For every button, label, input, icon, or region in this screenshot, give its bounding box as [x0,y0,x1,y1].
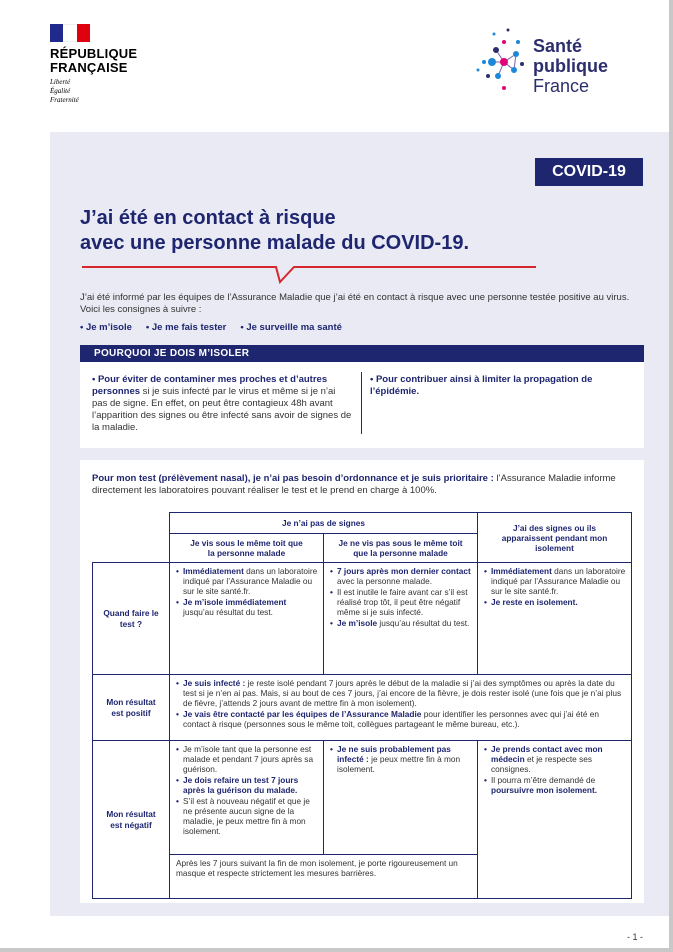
bullet-isolate: • Je m’isole [80,322,132,333]
cell-when-not-same-home: • 7 jours après mon dernier contact avec la personne malade. • Il est inutile le faire avant car s’il est réalisé trop tôt, il peut être négatif même si je suis infecté. • Je m’isole jusqu’au résultat du test. [324,563,478,675]
row-when-test: Quand faire le test ? [93,563,170,675]
header-signs: J’ai des signes ou ils apparaissent pendant mon isolement [478,513,632,563]
cell-after-isolation: Après les 7 jours suivant la fin de mon isolement, je porte rigoureusement un masque et respecte strictement les mesures barrières. [170,855,478,899]
cell-negative-same-home: • Je m’isole tant que la personne est malade et pendant 7 jours après sa guérison. • Je dois refaire un test 7 jours après la guérison du malade. • S’il est à nouveau négatif et que je ne présente aucun signe de la maladie, je peux mettre fin à mon isolement. [170,741,324,855]
row-positive: Mon résultat est positif [93,675,170,741]
republique-francaise-title: RÉPUBLIQUE FRANÇAISE [50,46,138,75]
isolation-reason-1: • Pour éviter de contaminer mes proches et d’autres personnes si je suis infecté par le virus et même si je n’ai pas de signe. En effet, on peut être contagieux 48h avant l’apparition des signes ou être infecté sans avoir de signes de la maladie. [92,374,352,433]
bullet-monitor: • Je surveille ma santé [240,322,342,333]
republic-motto: Liberté Égalité Fraternité [50,78,79,104]
page-number: - 1 - [627,932,644,942]
header-no-signs: Je n’ai pas de signes [170,513,478,534]
page-edge-bottom [0,948,673,952]
intro-text: J’ai été informé par les équipes de l’Assurance Maladie que j’ai été en contact à risque avec une personne testée positive au virus. Voici les consignes à suivre : [80,292,630,315]
test-table [92,512,632,899]
page-edge-right [669,0,673,952]
bullet-test: • Je me fais tester [146,322,226,333]
sante-publique-france-logo [474,26,634,106]
speech-underline-icon [80,262,540,286]
cell-positive: • Je suis infecté : je reste isolé pendant 7 jours après le début de la maladie si j’ai des symptômes ou après la date du test si je n’en ai pas. Mais, si au bout de ces 7 jours, j’ai encore de la fièvre, je dois rester isolé (une fois que je n’ai plus de fièvre, j’attends 2 jours avant de mettre fin à mon isolement). • Je vais être contacté par les équipes de l’Assurance Maladie pour identifier les personnes avec qui j’ai été en contact à risque (personnes sous le même toit, collègues partageant le même bureau, etc.). [170,675,632,741]
cell-negative-not-same-home: • Je ne suis probablement pas infecté : je peux mettre fin à mon isolement. [324,741,478,855]
sante-publique-france-wordmark: Santé publique France [533,36,608,96]
french-flag-icon [50,24,90,42]
covid-badge: COVID-19 [535,158,643,186]
page-title: J’ai été en contact à risque avec une personne malade du COVID-19. [80,207,470,254]
cell-when-signs: • Immédiatement dans un laboratoire indiqué par l’Assurance Maladie ou sur le site santé.fr. • Je reste en isolement. [478,563,632,675]
header-same-home: Je vis sous le même toit que la personne malade [170,534,324,563]
network-dots-icon [474,26,530,106]
isolation-heading: POURQUOI JE DOIS M’ISOLER [80,345,644,362]
header-not-same-home: Je ne vis pas sous le même toit que la personne malade [324,534,478,563]
row-negative: Mon résultat est négatif [93,741,170,899]
isolation-box [80,362,644,448]
cell-negative-signs: • Je prends contact avec mon médecin et je respecte ses consignes. • Il pourra m’être demandé de poursuivre mon isolement. [478,741,632,899]
republique-francaise-logo [50,24,137,105]
cell-when-same-home: • Immédiatement dans un laboratoire indiqué par l’Assurance Maladie ou sur le site santé.fr. • Je m’isole immédiatement jusqu’au résultat du test. [170,563,324,675]
test-intro: Pour mon test (prélèvement nasal), je n’ai pas besoin d’ordonnance et je suis prioritaire : l’Assurance Maladie informe directement les laboratoires pouvant réaliser le test et le prend en charge à 100%. [92,473,616,496]
divider [361,372,362,434]
isolation-reason-2: • Pour contribuer ainsi à limiter la propagation de l’épidémie. [370,374,593,397]
instruction-bullets [80,322,342,333]
